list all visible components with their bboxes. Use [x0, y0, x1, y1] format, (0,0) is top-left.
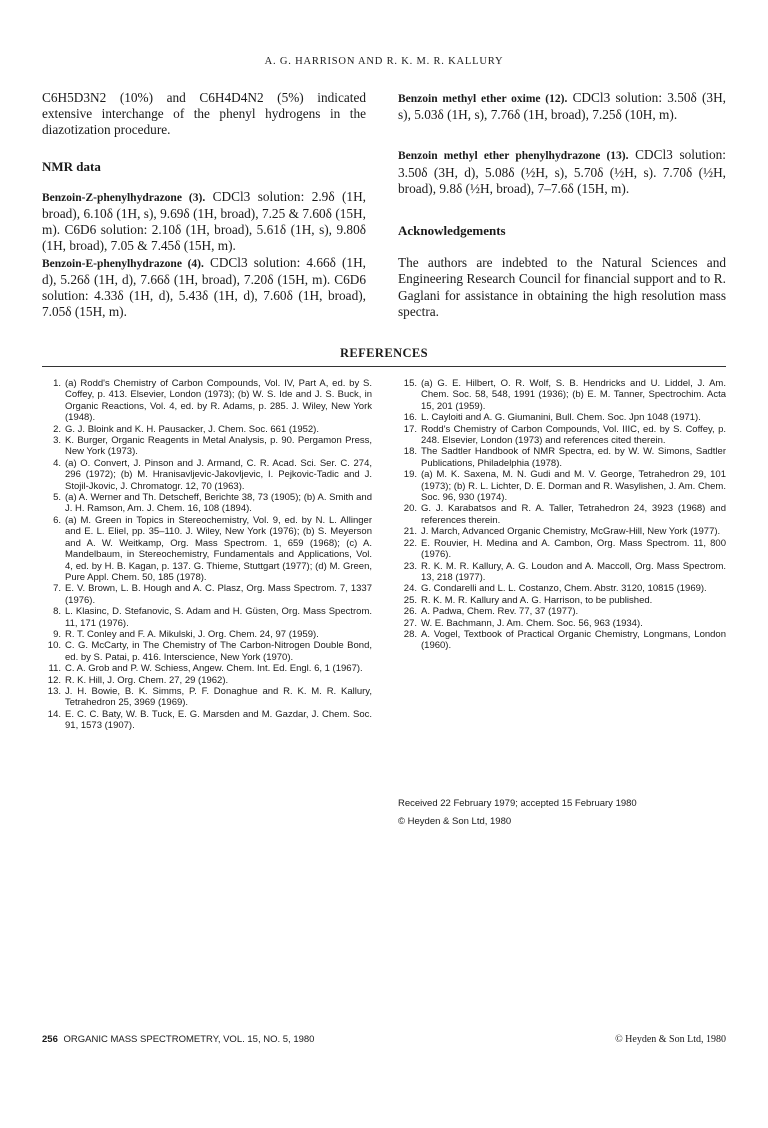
reference-text: E. C. C. Baty, W. B. Tuck, E. G. Marsden and M. Gazdar, J. Chem. Soc. 91, 1573 (1907). — [65, 708, 372, 732]
reference-item — [398, 503, 726, 526]
reference-number: 14. — [47, 708, 61, 720]
reference-item — [398, 595, 726, 606]
reference-number: 28. — [403, 628, 417, 640]
reference-number: 19. — [403, 469, 417, 481]
reference-number: 26. — [403, 606, 417, 618]
reference-text: G. Condarelli and L. L. Costanzo, Chem. Abstr. 3120, 10815 (1969). — [421, 583, 707, 595]
reference-list-right — [398, 378, 726, 652]
reference-item — [42, 686, 372, 709]
reference-item — [398, 618, 726, 629]
reference-item — [398, 469, 726, 503]
reference-item — [42, 458, 372, 492]
reference-number: 23. — [403, 560, 417, 572]
journal-info: ORGANIC MASS SPECTROMETRY, VOL. 15, NO. 5, 1980 — [63, 1034, 315, 1045]
reference-list-left — [42, 378, 372, 732]
intro-paragraph: C6H5D3N2 (10%) and C6H4D4N2 (5%) indicated extensive interchange of the phenyl hydrogens in the diazotization procedure. — [42, 90, 366, 138]
reference-number: 6. — [53, 514, 61, 526]
reference-item — [398, 412, 726, 423]
reference-text: G. J. Karabatsos and R. A. Taller, Tetrahedron 24, 3923 (1968) and references therein. — [421, 503, 726, 526]
reference-number: 11. — [48, 663, 61, 675]
reference-item — [42, 583, 372, 606]
reference-text: J. March, Advanced Organic Chemistry, McGraw-Hill, New York (1977). — [421, 526, 721, 538]
reference-text: R. T. Conley and F. A. Mikulski, J. Org. Chem. 24, 97 (1959). — [65, 628, 319, 640]
reference-item — [398, 561, 726, 584]
reference-item — [42, 435, 372, 458]
right-column — [398, 90, 726, 320]
reference-item — [42, 515, 372, 583]
left-column — [42, 90, 366, 320]
reference-text: A. Padwa, Chem. Rev. 77, 37 (1977). — [421, 606, 579, 618]
reference-item — [398, 446, 726, 469]
compound-name: Benzoin methyl ether oxime (12). — [398, 93, 568, 105]
reference-item — [42, 675, 372, 686]
reference-item — [42, 640, 372, 663]
reference-text: The Sadtler Handbook of NMR Spectra, ed. by W. W. Simons, Sadtler Publications, Philadelphia (1978). — [421, 446, 726, 469]
reference-number: 13. — [47, 685, 61, 697]
reference-text: R. K. M. R. Kallury and A. G. Harrison, to be published. — [421, 594, 653, 606]
reference-number: 2. — [53, 423, 61, 435]
reference-number: 12. — [47, 674, 61, 686]
references-left — [42, 378, 372, 732]
compound-name: Benzoin-Z-phenylhydrazone (3). — [42, 191, 206, 204]
footer-left — [42, 1034, 314, 1045]
reference-item — [42, 629, 372, 640]
reference-text: L. Klasinc, D. Stefanovic, S. Adam and H. Güsten, Org. Mass Spectrom. 11, 171 (1976). — [65, 606, 372, 629]
reference-number: 20. — [403, 503, 417, 515]
reference-text: A. Vogel, Textbook of Practical Organic Chemistry, Longmans, London (1960). — [421, 628, 726, 652]
reference-text: (a) Rodd's Chemistry of Carbon Compounds, Vol. IV, Part A, ed. by S. Coffey, p. 413. Elsevier, London (1973); (b) W. S. Ide and J. S. Buck, in Organic Reactions, Vol. 4, ed. by R. Adams, p. 285. J. Wiley, New York (1948). — [65, 378, 372, 424]
reference-item — [42, 424, 372, 435]
reference-item — [398, 629, 726, 652]
reference-text: C. G. McCarty, in The Chemistry of The Carbon-Nitrogen Double Bond, ed. by S. Patai, p. 416. Interscience, New York (1970). — [65, 640, 372, 663]
nmr-values: CDCl3 solution: 3.50δ (3H, s), 5.03δ (1H, s), 7.76δ (1H, broad), 7.25δ (10H, m). — [398, 90, 727, 123]
reference-number: 21. — [403, 526, 417, 538]
nmr-values: CDCl3 solution: 4.66δ (1H, d), 5.26δ (1H, d), 7.66δ (1H, broad), 7.20δ (15H, m). C6D6 solution: 4.33δ (1H, d), 5.43δ (1H, d), 7.60δ (1H, broad), 7.05δ (15H, m). — [42, 254, 366, 320]
nmr-values: CDCl3 solution: 2.9δ (1H, broad), 6.10δ (1H, s), 9.69δ (1H, broad), 7.25 & 7.60δ (15H, m). C6D6 solution: 2.10δ (1H, broad), 5.61δ (1H, s), 9.80δ (1H, broad), 7.05 & 7.45δ (15H, m). — [42, 188, 367, 254]
reference-number: 22. — [403, 537, 417, 549]
reference-item — [42, 492, 372, 515]
compound-name: Benzoin methyl ether phenylhydrazone (13). — [398, 150, 629, 163]
reference-item — [398, 424, 726, 447]
nmr-entry — [398, 147, 726, 197]
reference-item — [42, 606, 372, 629]
reference-number: 3. — [53, 435, 61, 447]
reference-text: (a) M. K. Saxena, M. N. Gudi and M. V. George, Tetrahedron 29, 101 (1973); (b) R. L. Lichter, D. E. Dorman and R. Wasylishen, J. Am. Chem. Soc. 96, 930 (1974). — [421, 469, 726, 504]
reference-item — [42, 663, 372, 674]
reference-number: 15. — [403, 378, 417, 389]
reference-number: 18. — [403, 446, 417, 458]
reference-text: G. J. Bloink and K. H. Pausacker, J. Chem. Soc. 661 (1952). — [65, 423, 319, 435]
reference-text: J. H. Bowie, B. K. Simms, P. F. Donaghue and R. K. M. R. Kallury, Tetrahedron 25, 3969 (1969). — [65, 685, 372, 709]
acknowledgements-text: The authors are indebted to the Natural Sciences and Engineering Research Council for financial support and to R. Gaglani for assistance in obtaining the high resolution mass spectra. — [398, 255, 726, 319]
reference-text: R. K. M. R. Kallury, A. G. Loudon and A. Maccoll, Org. Mass Spectrom. 13, 218 (1977). — [421, 560, 726, 583]
reference-number: 5. — [53, 492, 61, 504]
reference-item — [398, 378, 726, 412]
reference-text: K. Burger, Organic Reagents in Metal Analysis, p. 90. Pergamon Press, New York (1973). — [65, 435, 372, 458]
reference-number: 24. — [403, 583, 417, 595]
page-number: 256 — [42, 1034, 58, 1045]
nmr-values: CDCl3 solution: 3.50δ (3H, d), 5.08δ (½H, s), 5.70δ (½H, s). 7.70δ (½H, broad), 9.8δ (½H, broad), 7–7.6δ (15H, m). — [398, 147, 726, 196]
reference-text: (a) A. Werner and Th. Detscheff, Berichte 38, 73 (1905); (b) A. Smith and J. H. Ramson, Am. J. Chem. 16, 108 (1894). — [65, 492, 372, 515]
reference-item — [42, 378, 372, 424]
footer-copyright: © Heyden & Son Ltd, 1980 — [615, 1034, 726, 1045]
reference-number: 8. — [53, 606, 61, 618]
reference-number: 27. — [403, 617, 417, 629]
reference-text: E. Rouvier, H. Medina and A. Cambon, Org. Mass Spectrom. 11, 800 (1976). — [421, 537, 726, 561]
reference-item — [398, 583, 726, 594]
nmr-entry — [42, 255, 366, 321]
reference-item — [398, 538, 726, 561]
reference-text: L. Cayloiti and A. G. Giumanini, Bull. Chem. Soc. Jpn 1048 (1971). — [421, 412, 701, 424]
nmr-entry — [398, 90, 726, 123]
reference-text: (a) M. Green in Topics in Stereochemistry, Vol. 9, ed. by N. L. Allinger and E. L. Eliel, pp. 35–110. J. Wiley, New York (1976); (b) S. Meyerson and A. W. Weitkamp, Org. Mass Spectrom. 1, 659 (1968); (c) A. Mandelbaum, in Stereochemistry, Fundamentals and Applications, Vol. 4, ed. by H. B. Kagan, p. 137. G. Thieme, Stuttgart (1977); (d) M. Green, Pure Appl. Chem. 50, 185 (1978). — [65, 514, 372, 583]
references-divider — [42, 366, 726, 367]
reference-text: (a) O. Convert, J. Pinson and J. Armand, C. R. Acad. Sci. Ser. C. 274, 296 (1972); (b) M. Hranisavljevic-Jakovljevic, I. Pejkovic-Tadic and J. Stojil-Jkovic, J. Chromatogr. 12, 70 (1963). — [65, 457, 372, 492]
reference-text: (a) G. E. Hilbert, O. R. Wolf, S. B. Hendricks and U. Liddel, J. Am. Chem. Soc. 58, 548, 1991 (1936); (b) E. M. Tanner, Spectrochim. Acta 15, 201 (1959). — [421, 378, 726, 412]
reference-number: 10. — [47, 640, 61, 652]
reference-number: 16. — [403, 412, 417, 424]
nmr-entry — [42, 189, 366, 255]
references-right — [398, 378, 726, 652]
reference-text: R. K. Hill, J. Org. Chem. 27, 29 (1962). — [65, 674, 229, 686]
reference-number: 17. — [403, 423, 417, 435]
references-heading: REFERENCES — [339, 346, 429, 360]
reference-text: C. A. Grob and P. W. Schiess, Angew. Chem. Int. Ed. Engl. 6, 1 (1967). — [65, 663, 363, 675]
compound-name: Benzoin-E-phenylhydrazone (4). — [42, 257, 204, 270]
reference-number: 4. — [53, 457, 61, 469]
reference-number: 9. — [53, 628, 61, 640]
reference-number: 7. — [53, 583, 61, 595]
copyright-notice: © Heyden & Son Ltd, 1980 — [398, 816, 512, 827]
received-dates: Received 22 February 1979; accepted 15 February 1980 — [398, 798, 637, 809]
acknowledgements-heading: Acknowledgements — [398, 223, 506, 239]
reference-number: 1. — [53, 378, 61, 389]
reference-item — [398, 606, 726, 617]
reference-text: W. E. Bachmann, J. Am. Chem. Soc. 56, 963 (1934). — [421, 617, 643, 629]
reference-text: E. V. Brown, L. B. Hough and A. C. Plasz, Org. Mass Spectrom. 7, 1337 (1976). — [65, 583, 372, 606]
reference-item — [398, 526, 726, 537]
reference-text: Rodd's Chemistry of Carbon Compounds, Vol. IIIC, ed. by S. Coffey, p. 248. Elsevier, London (1973) and references cited therein. — [421, 423, 726, 447]
running-head: A. G. HARRISON AND R. K. M. R. KALLURY — [264, 56, 504, 67]
reference-item — [42, 709, 372, 732]
nmr-heading: NMR data — [42, 158, 101, 174]
reference-number: 25. — [403, 594, 417, 606]
